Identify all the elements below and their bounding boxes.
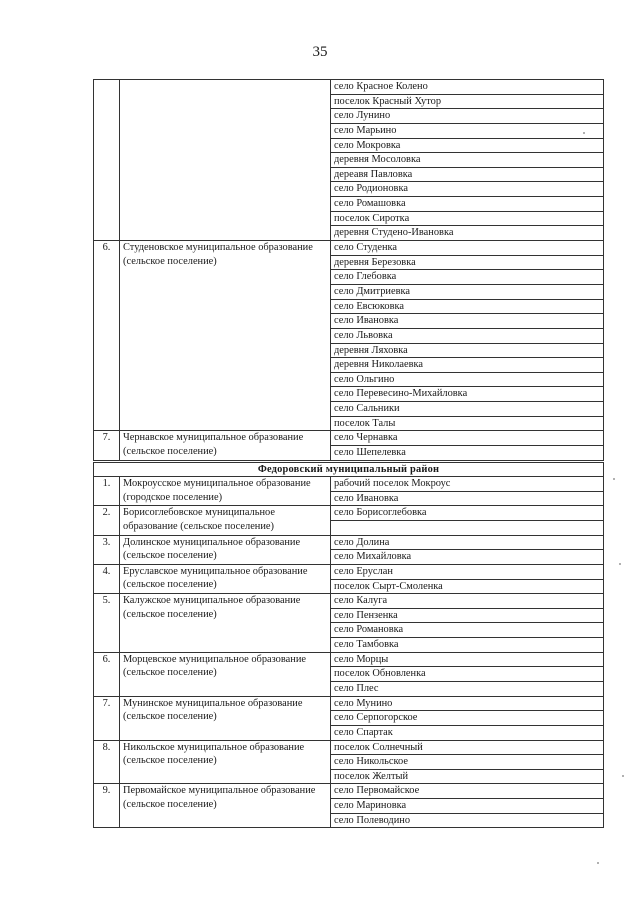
- settlement-name: село Шепелевка: [331, 446, 604, 462]
- settlement-name: село Львовка: [331, 328, 604, 343]
- table-row: [94, 564, 604, 579]
- table-row: [94, 652, 604, 667]
- table-row: [94, 784, 604, 799]
- municipality-name: Первомайское муниципальное образование (сельское поселение): [120, 784, 331, 828]
- settlements-table-body: [94, 80, 604, 828]
- settlement-name: село Марьино: [331, 123, 604, 138]
- settlement-name: село Спартак: [331, 725, 604, 740]
- settlement-name: село Морцы: [331, 652, 604, 667]
- table-row: [94, 740, 604, 755]
- settlement-name: село Плес: [331, 681, 604, 696]
- settlement-name: село Еруслан: [331, 564, 604, 579]
- row-number: 1.: [94, 477, 120, 506]
- settlement-name: село Полеводино: [331, 813, 604, 828]
- settlement-name: село Евсюковка: [331, 299, 604, 314]
- municipality-name: Чернавское муниципальное образование (сельское поселение): [120, 431, 331, 461]
- table-row: [94, 477, 604, 492]
- scan-speck: [583, 132, 585, 134]
- settlement-name: деревня Студено-Ивановка: [331, 226, 604, 241]
- settlement-name: село Перевесино-Михайловка: [331, 387, 604, 402]
- row-number: 5.: [94, 594, 120, 653]
- municipality-name: Никольское муниципальное образование (сельское поселение): [120, 740, 331, 784]
- settlement-name: деревня Мосоловка: [331, 153, 604, 168]
- scan-speck: [597, 862, 599, 864]
- settlement-name: село Красное Колено: [331, 80, 604, 95]
- municipality-name: Еруславское муниципальное образование (сельское поселение): [120, 564, 331, 593]
- row-number: 4.: [94, 564, 120, 593]
- settlement-name: село Студенка: [331, 241, 604, 256]
- district-title: Федоровский муниципальный район: [94, 461, 604, 477]
- scan-speck: [613, 478, 615, 480]
- settlement-name: поселок Солнечный: [331, 740, 604, 755]
- settlement-name: село Серпогорское: [331, 711, 604, 726]
- settlement-name: поселок Обновленка: [331, 667, 604, 682]
- row-number: 6.: [94, 241, 120, 431]
- settlement-name: село Ромашовка: [331, 197, 604, 212]
- settlement-name: село Пензенка: [331, 608, 604, 623]
- settlement-name: село Дмитриевка: [331, 284, 604, 299]
- settlement-name: село Никольское: [331, 755, 604, 770]
- settlement-name: деревня Николаевка: [331, 358, 604, 373]
- settlement-name: поселок Сиротка: [331, 211, 604, 226]
- settlement-name: село Мариновка: [331, 799, 604, 814]
- table-row: [94, 241, 604, 256]
- row-number: 3.: [94, 535, 120, 564]
- row-number: 2.: [94, 506, 120, 535]
- settlement-name: село Михайловка: [331, 550, 604, 565]
- settlement-name: поселок Красный Хутор: [331, 94, 604, 109]
- settlement-name: деревня Березовка: [331, 255, 604, 270]
- row-number: 9.: [94, 784, 120, 828]
- row-number: 8.: [94, 740, 120, 784]
- municipality-name: Калужское муниципальное образование (сельское поселение): [120, 594, 331, 653]
- table-row: [94, 535, 604, 550]
- table-row: [94, 696, 604, 711]
- municipality-name: Долинское муниципальное образование (сельское поселение): [120, 535, 331, 564]
- table-row: [94, 80, 604, 95]
- municipality-name: Мокроусское муниципальное образование (городское поселение): [120, 477, 331, 506]
- settlement-name: село Ивановка: [331, 491, 604, 506]
- settlement-name: поселок Желтый: [331, 769, 604, 784]
- municipality-name: [120, 80, 331, 241]
- settlement-name: село Калуга: [331, 594, 604, 609]
- municipality-name: Студеновское муниципальное образование (сельское поселение): [120, 241, 331, 431]
- settlement-name: село Сальники: [331, 402, 604, 417]
- settlement-name: поселок Талы: [331, 416, 604, 431]
- settlement-name: село Борисоглебовка: [331, 506, 604, 521]
- table-row: [94, 431, 604, 446]
- settlement-name: рабочий поселок Мокроус: [331, 477, 604, 492]
- settlement-name: село Первомайское: [331, 784, 604, 799]
- scan-speck: [622, 775, 624, 777]
- row-number: 6.: [94, 652, 120, 696]
- settlement-name: село Мокровка: [331, 138, 604, 153]
- settlement-name: [331, 520, 604, 535]
- municipality-name: Мунинское муниципальное образование (сельское поселение): [120, 696, 331, 740]
- settlement-name: село Тамбовка: [331, 638, 604, 653]
- table-row: [94, 506, 604, 521]
- scan-speck: [619, 563, 621, 565]
- settlement-name: село Ивановка: [331, 314, 604, 329]
- row-number: 7.: [94, 696, 120, 740]
- settlement-name: село Ольгино: [331, 372, 604, 387]
- settlement-name: поселок Сырт-Смоленка: [331, 579, 604, 594]
- settlement-name: село Родионовка: [331, 182, 604, 197]
- settlement-name: деревня Ляховка: [331, 343, 604, 358]
- settlements-table: [93, 79, 604, 828]
- settlement-name: дереавя Павловка: [331, 167, 604, 182]
- table-row: [94, 594, 604, 609]
- settlement-name: село Мунино: [331, 696, 604, 711]
- settlement-name: село Лунино: [331, 109, 604, 124]
- settlement-name: село Долина: [331, 535, 604, 550]
- settlement-name: село Глебовка: [331, 270, 604, 285]
- settlement-name: село Чернавка: [331, 431, 604, 446]
- row-number: [94, 80, 120, 241]
- municipality-name: Морцевское муниципальное образование (сельское поселение): [120, 652, 331, 696]
- settlement-name: село Романовка: [331, 623, 604, 638]
- page-number: 35: [312, 44, 328, 60]
- row-number: 7.: [94, 431, 120, 461]
- district-header-row: [94, 461, 604, 477]
- municipality-name: Борисоглебовское муниципальное образование (сельское поселение): [120, 506, 331, 535]
